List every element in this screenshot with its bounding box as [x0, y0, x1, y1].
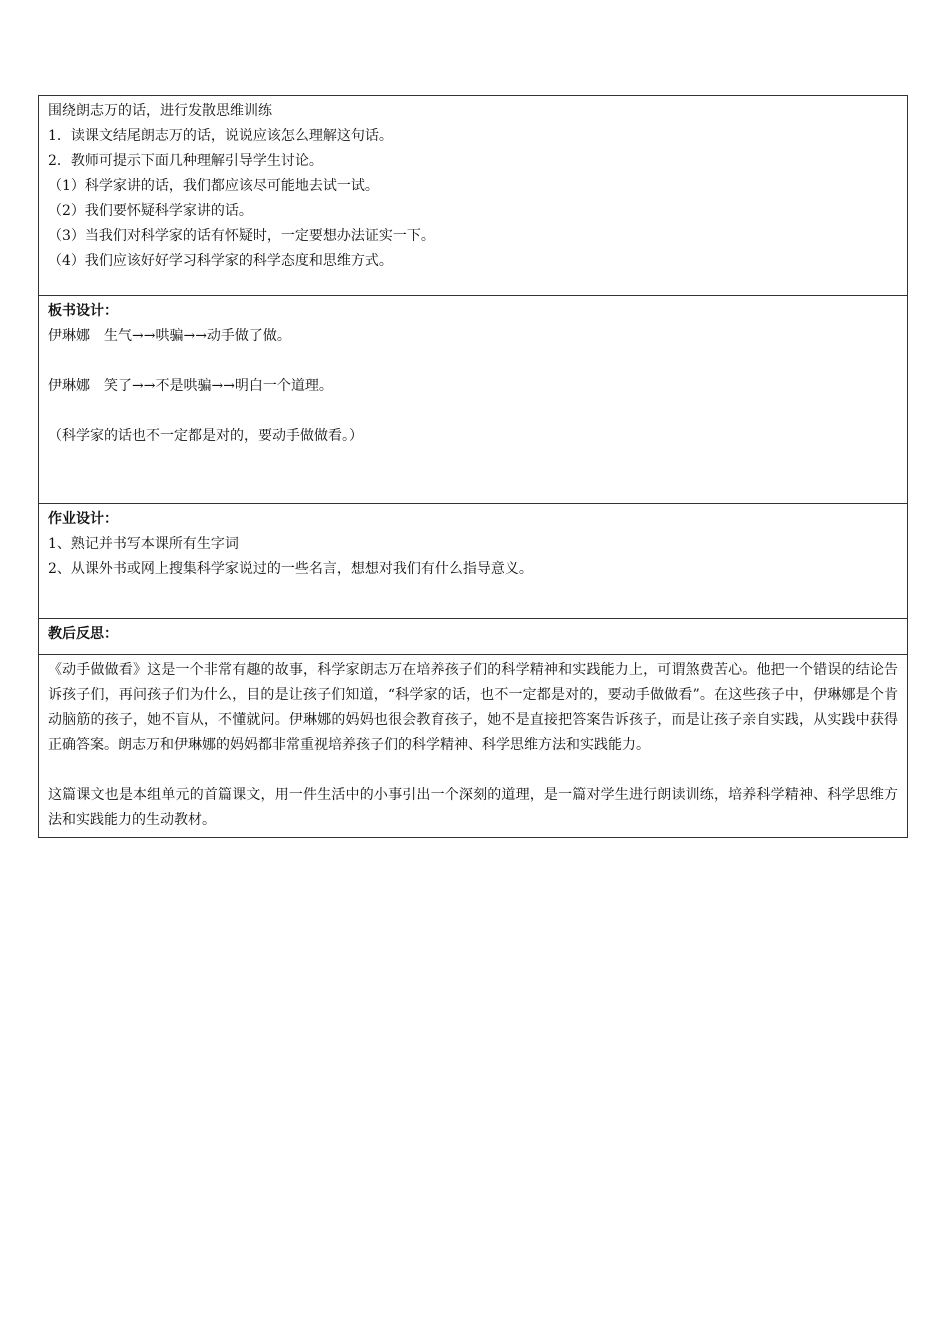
divergent-thinking-row [39, 96, 908, 296]
homework-line-1: 1、熟记并书写本课所有生字词 [48, 536, 239, 552]
divergent-item-1: 1．读课文结尾朗志万的话，说说应该怎么理解这句话。 [48, 128, 393, 144]
reflection-body-cell [39, 655, 908, 838]
divergent-option-2: （2）我们要怀疑科学家讲的话。 [48, 203, 253, 219]
reflection-paragraph-2: 这篇课文也是本组单元的首篇课文，用一件生活中的小事引出一个深刻的道理，是一篇对学生进行朗读训练，培养科学精神、科学思维方法和实践能力的生动教材。 [48, 787, 898, 828]
lesson-plan-table [38, 95, 908, 838]
board-line-3: （科学家的话也不一定都是对的，要动手做做看。） [48, 428, 363, 444]
divergent-option-3: （3）当我们对科学家的话有怀疑时，一定要想办法证实一下。 [48, 228, 435, 244]
divergent-item-2: 2．教师可提示下面几种理解引导学生讨论。 [48, 153, 323, 169]
board-line-2: 伊琳娜 笑了→→不是哄骗→→明白一个道理。 [48, 378, 333, 394]
reflection-heading-cell [39, 619, 908, 655]
board-design-cell [39, 296, 908, 504]
reflection-heading-row [39, 619, 908, 655]
reflection-spacer [48, 758, 898, 783]
board-design-row [39, 296, 908, 504]
board-spacer-2 [48, 399, 898, 424]
divergent-option-1: （1）科学家讲的话，我们都应该尽可能地去试一试。 [48, 178, 379, 194]
homework-line-2: 2、从课外书或网上搜集科学家说过的一些名言，想想对我们有什么指导意义。 [48, 561, 533, 577]
divergent-thinking-cell [39, 96, 908, 296]
board-spacer-1 [48, 349, 898, 374]
homework-cell [39, 504, 908, 619]
divergent-option-4: （4）我们应该好好学习科学家的科学态度和思维方式。 [48, 253, 393, 269]
board-design-heading: 板书设计： [48, 303, 118, 319]
reflection-paragraph-1: 《动手做做看》这是一个非常有趣的故事，科学家朗志万在培养孩子们的科学精神和实践能力上，可谓煞费苦心。他把一个错误的结论告诉孩子们，再问孩子们为什么，目的是让孩子们知道，“科学家的话，也不一定都是对的，要动手做做看”。在这些孩子中，伊琳娜是个肯动脑筋的孩子，她不盲从，不懂就问。伊琳娜的妈妈也很会教育孩子，她不是直接把答案告诉孩子，而是让孩子亲自实践，从实践中获得正确答案。朗志万和伊琳娜的妈妈都非常重视培养孩子们的科学精神、科学思维方法和实践能力。 [48, 662, 898, 753]
reflection-body-row [39, 655, 908, 838]
reflection-heading: 教后反思： [48, 626, 118, 642]
homework-row [39, 504, 908, 619]
divergent-title: 围绕朗志万的话，进行发散思维训练 [48, 103, 272, 119]
homework-heading: 作业设计： [48, 511, 118, 527]
board-line-1: 伊琳娜 生气→→哄骗→→动手做了做。 [48, 328, 291, 344]
